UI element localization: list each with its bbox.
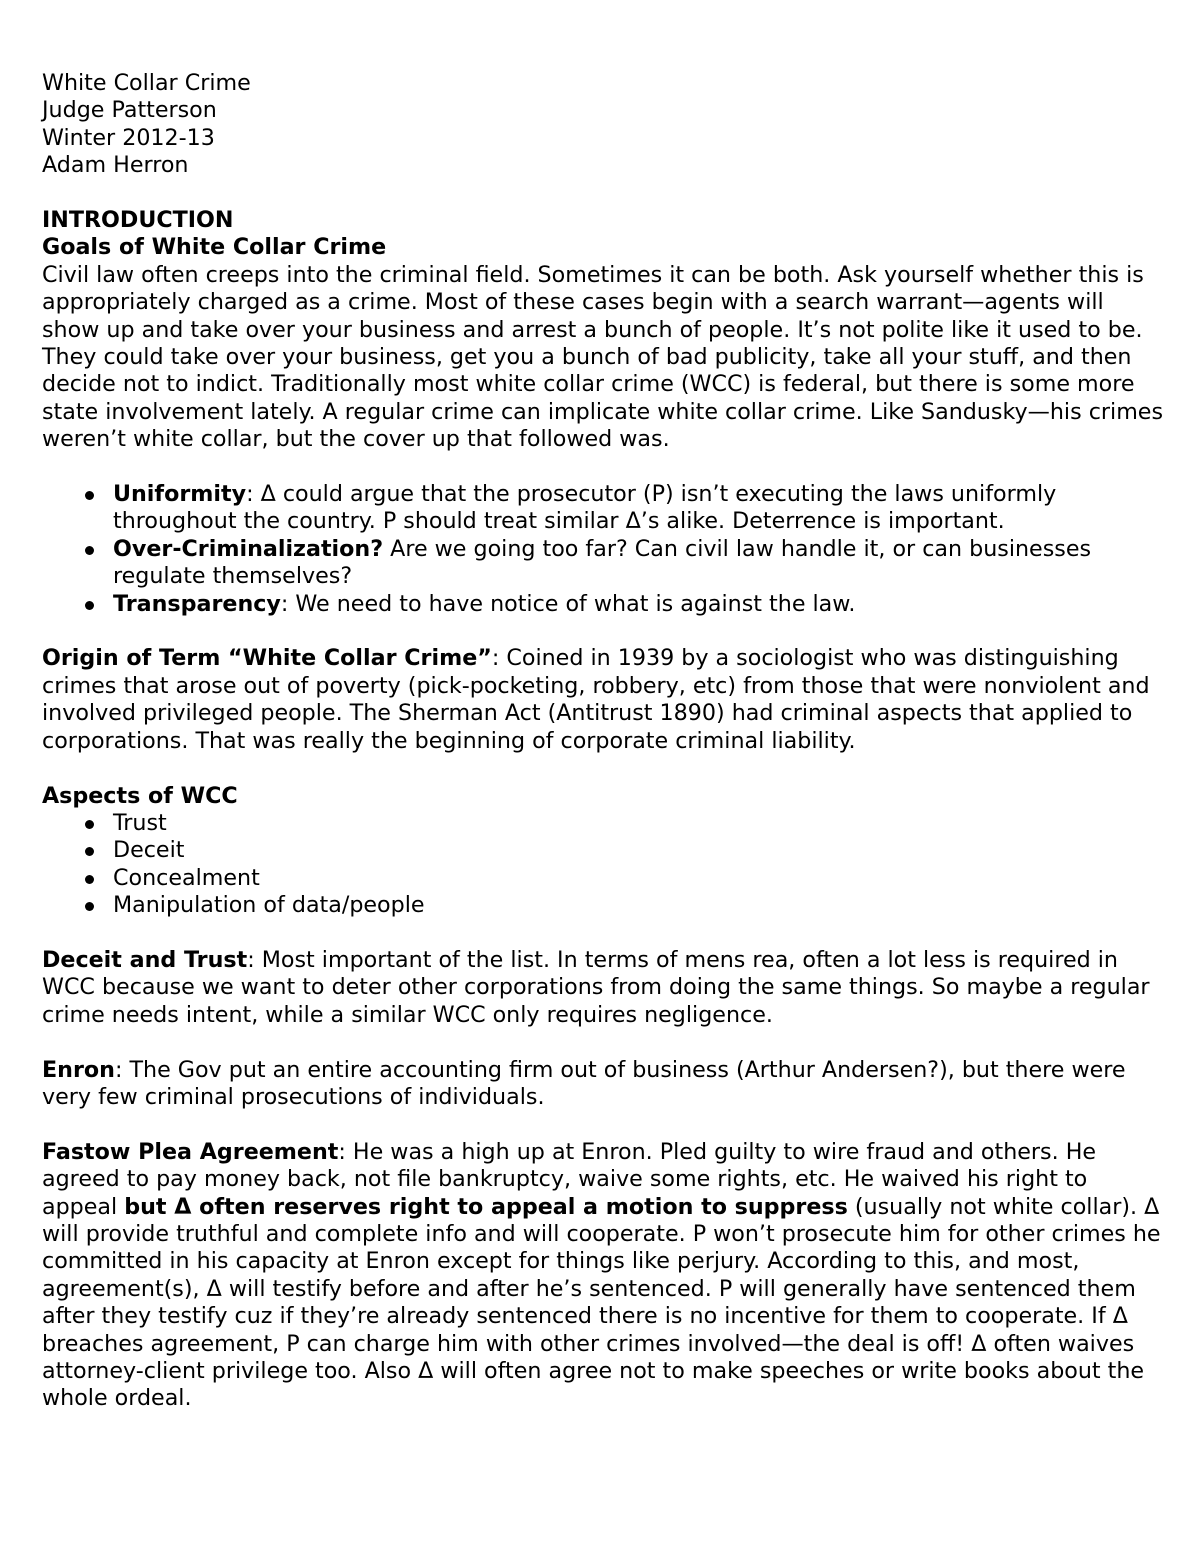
list-item xyxy=(42,865,1167,892)
bullet-icon xyxy=(85,875,94,884)
deceit-sep: : xyxy=(247,946,262,973)
list-item-uniformity xyxy=(42,481,1167,536)
bullet-icon xyxy=(85,847,94,856)
term-label: Winter 2012-13 xyxy=(42,124,215,151)
enron-term: Enron xyxy=(42,1056,115,1083)
enron-paragraph xyxy=(42,1057,1167,1112)
bullet-icon xyxy=(85,546,94,555)
aspects-heading: Aspects of WCC xyxy=(42,782,238,809)
spacer xyxy=(42,454,1167,481)
spacer xyxy=(42,1111,1167,1138)
deceit-text: Most important of the list. In terms of mens rea, often a lot less is required in WCC because we want to deter other corporations from doing the same things. So maybe a regular crime needs intent, while a similar WCC only requires negligence. xyxy=(42,946,1150,1028)
bullet-icon xyxy=(85,601,94,610)
fastow-text-a: He was a high up at Enron. Pled guilty to wire fraud and others. He agreed to pay money back, not file bankruptcy, waive some rights, etc. He waived his right to appeal xyxy=(42,1138,1097,1220)
list-item-sep: : xyxy=(280,590,296,617)
list-item-text: Trust xyxy=(113,809,167,836)
fastow-term: Fastow Plea Agreement xyxy=(42,1138,339,1165)
origin-text: Coined in 1939 by a sociologist who was distinguishing crimes that arose out of poverty (pick-pocketing, robbery, etc) from those that were nonviolent and involved privileged people. The Sherman Act (Antitrust 1890) had criminal aspects that applied to corporations. That was really the beginning of corporate criminal liability. xyxy=(42,645,1150,754)
list-item-transparency xyxy=(42,591,1167,618)
origin-sep: : xyxy=(491,645,507,672)
list-item-text: Manipulation of data/people xyxy=(113,892,425,919)
bullet-icon xyxy=(85,902,94,911)
course-title: White Collar Crime xyxy=(42,70,251,96)
deceit-term: Deceit and Trust xyxy=(42,946,248,973)
list-item xyxy=(42,837,1167,864)
aspects-list xyxy=(42,810,1167,920)
intro-paragraph: Civil law often creeps into the criminal field. Sometimes it can be both. Ask yourself whether this is appropriately charged as a crime. Most of these cases begin with a search warrant—agents will show up and take over your business and arrest a bunch of people. It’s not polite like it used to be. They could take over your business, get you a bunch of bad publicity, take all your stuff, and then decide not to indict. Traditionally most white collar crime (WCC) is federal, but there is some more state involvement lately. A regular crime can implicate white collar crime. Like Sandusky—his crimes weren’t white collar, but the cover up that followed was. xyxy=(42,261,1164,453)
spacer xyxy=(42,618,1167,645)
document-page xyxy=(42,70,1167,1413)
list-item-text: Δ could argue that the prosecutor (P) isn’t executing the laws uniformly throughout the country. P should treat similar Δ’s alike. Deterrence is important. xyxy=(113,481,1057,535)
section-heading-introduction: INTRODUCTION xyxy=(42,207,234,234)
origin-paragraph xyxy=(42,645,1167,755)
spacer xyxy=(42,920,1167,947)
list-item xyxy=(42,892,1167,919)
bullet-icon xyxy=(85,491,94,500)
fastow-paragraph xyxy=(42,1139,1167,1413)
list-item-text: Concealment xyxy=(113,864,260,891)
list-item-term: Over-Criminalization? xyxy=(113,535,384,562)
enron-text: The Gov put an entire accounting firm out of business (Arthur Andersen?), but there were very few criminal prosecutions of individuals. xyxy=(42,1056,1126,1110)
spacer xyxy=(42,180,1167,207)
list-item-sep: : xyxy=(246,481,261,508)
fastow-text-b: (usually not white collar). Δ will provide truthful and complete info and will cooperate. P won’t prosecute him for other crimes he committed in his capacity at Enron except for things like perjury. According to this, and most, agreement(s), Δ will testify before and after he’s sentenced. P will generally have sentenced them after they testify cuz if they’re already sentenced there is no incentive for them to cooperate. If Δ breaches agreement, P can charge him with other crimes involved—the deal is off! Δ often waives attorney-client privilege too. Also Δ will often agree not to make speeches or write books about the whole ordeal. xyxy=(42,1193,1161,1412)
origin-term: Origin of Term “White Collar Crime” xyxy=(42,645,492,672)
list-item-term: Transparency xyxy=(113,590,281,617)
instructor-name: Judge Patterson xyxy=(42,97,217,124)
deceit-paragraph xyxy=(42,947,1167,1029)
list-item-term: Uniformity xyxy=(113,481,247,508)
list-item xyxy=(42,810,1167,837)
subheading-goals: Goals of White Collar Crime xyxy=(42,234,387,261)
fastow-sep: : xyxy=(338,1138,353,1165)
author-name: Adam Herron xyxy=(42,152,189,179)
list-item-text: We need to have notice of what is against the law. xyxy=(295,590,856,617)
spacer xyxy=(42,1029,1167,1056)
bullet-icon xyxy=(85,820,94,829)
list-item-over-criminalization xyxy=(42,536,1167,591)
spacer xyxy=(42,755,1167,782)
list-item-text: Deceit xyxy=(113,837,185,864)
list-item-text: Are we going too far? Can civil law handle it, or can businesses regulate themselves? xyxy=(113,535,1092,590)
fastow-bold-mid: but Δ often reserves right to appeal a motion to suppress xyxy=(124,1193,848,1220)
goals-list xyxy=(42,481,1167,618)
enron-sep: : xyxy=(114,1056,130,1083)
